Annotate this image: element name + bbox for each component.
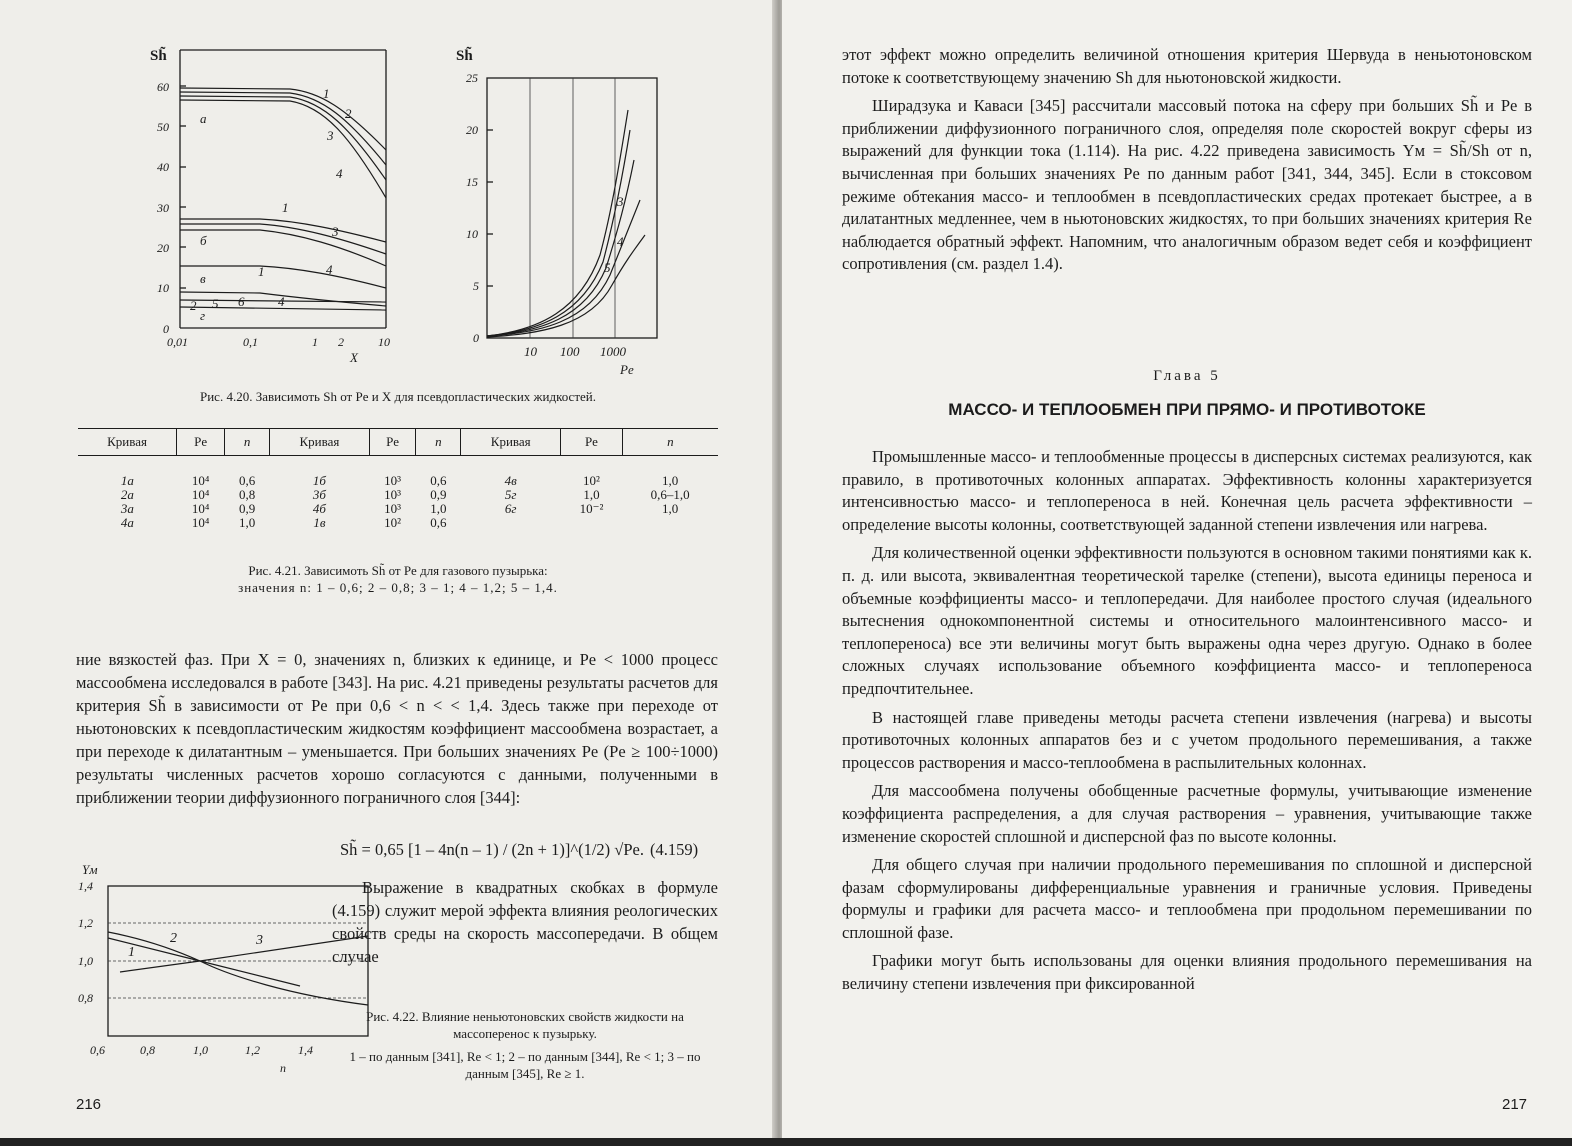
paragraph: В настоящей главе приведены методы расчета степени извлечения (нагрева) и высоты противоточных колонных аппаратов без и с учетом продольного перемешивания, а также процессов растворения и массо-теплообмена в распылительных колоннах. — [842, 707, 1532, 772]
paragraph: этот эффект можно определить величиной отношения критерия Шервуда в неньютоновском потоке к соответствующему значению Sh для ньютоновской жидкости. — [842, 45, 1532, 87]
table-row — [78, 456, 718, 474]
curve-label: 5 — [604, 260, 611, 275]
table-cell: 0,6 — [238, 472, 256, 488]
fig-4-22-xlabel: n — [280, 1061, 286, 1075]
table-header-row — [78, 429, 718, 456]
table-cell: 10³ — [384, 472, 402, 488]
table-header: Кривая — [461, 429, 561, 456]
fig-4-20-left-yticks — [156, 80, 186, 336]
table-cell: 4в — [504, 472, 517, 488]
fig-4-20-left-ylabel: Sh̃ — [150, 48, 167, 64]
table-header: n — [622, 429, 718, 456]
ytick: 30 — [157, 201, 169, 215]
ytick: 20 — [466, 123, 478, 137]
table-cell: 4а — [120, 514, 134, 530]
fig-4-20-right-plot — [456, 46, 657, 377]
ytick: 10 — [157, 281, 169, 295]
table-cell: 10⁴ — [191, 514, 210, 530]
table-cell: 1,0 — [662, 500, 679, 516]
table-cell: 1,0 — [238, 514, 256, 530]
fig-4-22-caption-line1: Рис. 4.22. Влияние неньютоновских свойств жидкости на массоперенос к пузырьку. — [366, 1009, 684, 1041]
table-cell: 1,0 — [430, 500, 447, 516]
formula-number: (4.159) — [650, 840, 699, 859]
xtick: 100 — [560, 344, 580, 359]
curve-label: 4 — [336, 166, 343, 181]
table-cell: 0,6 — [430, 472, 447, 488]
xtick: 10 — [378, 335, 390, 349]
ytick: 15 — [466, 175, 478, 189]
table-row — [78, 488, 718, 502]
fig-4-22-curve-labels — [128, 931, 263, 960]
table-cell: 10³ — [384, 500, 402, 516]
table-cell: 6г — [504, 500, 517, 516]
paragraph: Для массообмена получены обобщенные расчетные формулы, учитывающие изменение коэффициента распределения, а для случая растворения – уравнения, учитывающие также изменение скоростей сплошной и дисперсной фаз по высоте колонны. — [842, 781, 1532, 846]
xtick: 0,8 — [140, 1043, 155, 1057]
left-paragraph-1 — [76, 648, 718, 809]
table-header: Pe — [177, 429, 225, 456]
table-cell: 10⁻² — [579, 500, 604, 516]
fig-4-21-caption-line2: значения n: 1 – 0,6; 2 – 0,8; 3 – 1; 4 – 1,2; 5 – 1,4. — [238, 580, 558, 595]
paragraph: ние вязкостей фаз. При X = 0, значениях n, близких к единице, и Pe < 1000 процесс массообмена исследовался в работе [343]. На рис. 4.21 приведены результаты расчетов для критерия Sh̃ в зависимости от Pe при 0,6 < n < < 1,4. Здесь также при переходе от ньютоновских к псевдопластическим жидкостям коэффициент массообмена возрастает, а при переходе к дилатантным – уменьшается. При больших значениях Pe (Pe ≥ 100÷1000) результаты численных расчетов хорошо согласуются с данными, полученными в приближении теории диффузионного пограничного слоя [344]: — [76, 650, 718, 807]
ytick: 20 — [157, 241, 169, 255]
ytick: 0,8 — [78, 991, 93, 1005]
chapter-label: Глава 5 — [1153, 368, 1221, 384]
table-cell: 10³ — [384, 486, 402, 502]
curve-label: в — [200, 271, 206, 286]
ytick: 1,2 — [78, 916, 93, 930]
fig-4-21-caption — [78, 562, 718, 596]
fig-4-22-caption — [332, 1008, 718, 1082]
page-number-right: 217 — [1502, 1096, 1528, 1113]
ytick: 25 — [466, 71, 478, 85]
fig-4-20-left-plot — [150, 46, 390, 365]
xtick: 10 — [524, 344, 537, 359]
table-cell: 1б — [312, 472, 326, 488]
table-cell: 3а — [120, 500, 134, 516]
table-cell: 3б — [312, 486, 326, 502]
curve-label: 2 — [345, 106, 352, 121]
ytick: 10 — [466, 227, 478, 241]
paragraph: Выражение в квадратных скобках в формуле (4.159) служит мерой эффекта влияния реологических свойств среды на скорость массопередачи. В общем случае — [332, 878, 718, 966]
curve-label: 2 — [170, 931, 177, 946]
curve-label: 3 — [617, 194, 624, 209]
curve-label: 1 — [282, 200, 289, 215]
ytick: 60 — [157, 80, 169, 94]
ytick: 1,0 — [78, 954, 93, 968]
curve-label: 4 — [617, 234, 624, 249]
table-cell: 10⁴ — [191, 486, 210, 502]
curve-label: 4 — [326, 262, 333, 277]
fig-4-20-table — [78, 428, 718, 530]
page-216 — [0, 0, 778, 1140]
table-header: Pe — [369, 429, 415, 456]
table-cell: 4б — [312, 500, 326, 516]
table-cell: 1,0 — [583, 486, 600, 502]
paragraph: Для общего случая при наличии продольного перемешивания по сплошной и дисперсной фазам сформулированы дифференциальные уравнения и граничные условия. Приведены формулы и графики для расчета массо- и теплообмена при продольном перемешивании по сплошной фазе. — [842, 855, 1532, 942]
xtick: 1 — [312, 335, 318, 349]
xtick: 1,0 — [193, 1043, 208, 1057]
curve-label: 4 — [278, 294, 285, 309]
table-cell: 1в — [313, 514, 326, 530]
ytick: 0 — [163, 322, 169, 336]
table-cell: 10² — [583, 472, 600, 488]
right-text-bottom — [842, 446, 1532, 996]
table-header: n — [225, 429, 270, 456]
curve-label: 6 — [238, 294, 245, 309]
formula-4-159: Sh̃ = 0,65 [1 – 4n(n – 1) / (2n + 1)]^(1/2) √Pe. — [340, 840, 644, 859]
table-cell: 0,9 — [238, 500, 256, 516]
curve-label: 1 — [323, 86, 330, 101]
table-cell — [561, 516, 623, 530]
xtick: 1,2 — [245, 1043, 260, 1057]
table-row — [78, 474, 718, 488]
paragraph: Промышленные массо- и теплообменные процессы в дисперсных системах реализуются, как правило, в противоточных колонных аппаратах. Эффективность колонны характеризуется интенсивностью массо- и теплопереноса в ней. Конечная цель расчета эффективности – определение высоты колонны, соответствующей заданной степени извлечения или нагрева. — [842, 447, 1532, 534]
fig-4-20-right-xlabel: Pe — [620, 362, 634, 377]
ytick: 1,4 — [78, 879, 93, 893]
curve-label: 3 — [327, 128, 334, 143]
curve-label: г — [200, 308, 206, 323]
paragraph: Для количественной оценки эффективности пользуются в основном такими понятиями как к. п. д. или высота, эквивалентная теоретической тарелке (степени), высота единицы переноса и объемные коэффициенты массо- и теплопередачи. Для наиболее простого случая (идеального вытеснения однокомпонентной системы и относительного малоинтенсивного массо- и теплопереноса) все эти величины могут быть выражены одна через другую. Однако в более сложных случаях использование объемного коэффициента массо- и теплопереноса предпочтительнее. — [842, 543, 1532, 698]
curve-label: 3 — [332, 224, 339, 239]
table-cell: 2а — [120, 486, 134, 502]
fig-4-22-yticks — [78, 879, 93, 1005]
curve-label: 2 — [190, 298, 197, 313]
right-text-top — [842, 44, 1532, 276]
fig-4-20-right-yticks — [466, 71, 493, 345]
figure-4-20 — [0, 40, 778, 420]
xtick: 0,6 — [90, 1043, 105, 1057]
xtick: 1000 — [600, 344, 626, 359]
left-paragraph-2 — [332, 876, 718, 968]
table-header: Кривая — [270, 429, 370, 456]
fig-4-20-left-curve-labels — [190, 86, 352, 323]
xtick: 0,1 — [243, 335, 258, 349]
xtick: 2 — [338, 335, 344, 349]
xtick: 0,01 — [167, 335, 188, 349]
table-cell: 0,9 — [430, 486, 447, 502]
page-217 — [782, 0, 1572, 1140]
table-header: Pe — [561, 429, 623, 456]
ytick: 0 — [473, 331, 479, 345]
fig-4-22-xticks — [90, 1043, 313, 1075]
fig-4-20-right-xticks — [524, 344, 634, 377]
table-cell: 5г — [504, 486, 517, 502]
ytick: 50 — [157, 120, 169, 134]
table-cell: 1а — [120, 472, 134, 488]
xtick: 1,4 — [298, 1043, 313, 1057]
table-cell: 10⁴ — [191, 500, 210, 516]
curve-label: б — [200, 233, 207, 248]
table-cell: 10⁴ — [191, 472, 210, 488]
fig-4-20-right-curve-labels — [604, 194, 624, 275]
fig-4-22-caption-line2: 1 – по данным [341], Re < 1; 2 – по данным [344], Re < 1; 3 – по данным [345], Re ≥ 1. — [349, 1049, 701, 1081]
chapter-title: МАССО- И ТЕПЛООБМЕН ПРИ ПРЯМО- И ПРОТИВОТОКЕ — [948, 400, 1426, 419]
table-cell: 10² — [384, 514, 402, 530]
paragraph: Графики могут быть использованы для оценки влияния продольного перемешивания на величину степени извлечения при фиксированной — [842, 951, 1532, 994]
table-header: n — [416, 429, 461, 456]
table-header: Кривая — [78, 429, 177, 456]
paragraph: Ширадзука и Каваси [345] рассчитали массовый потока на сферу при больших Sh̃ и Pe в приближении диффузионного пограничного слоя, определяя поле скоростей вокруг сферы из выражений для функции тока (1.114). На рис. 4.22 приведена зависимость Yм = Sh̃/Sh от n, вычисленная при больших значениях Pe по данным работ [341, 344, 345]. Если в стоксовом режиме обтекания массо- и теплообмен в псевдопластических средах протекает быстрее, а в дилатантных медленнее, чем в ньютоновских жидкостях, то при больших значениях критерия Re наблюдается обратный эффект. Напомним, что аналогичным образом ведет себя и коэффициент сопротивления (см. раздел 1.4). — [842, 96, 1532, 274]
curve-label: 1 — [258, 264, 265, 279]
curve-label: а — [200, 111, 207, 126]
table-row — [78, 516, 718, 530]
fig-4-21-caption-line1: Рис. 4.21. Зависимоть Sh̃ от Pe для газового пузырька: — [248, 563, 548, 578]
fig-4-20-left-xlabel: X — [350, 350, 358, 365]
fig-4-22-ylabel: Yм — [82, 862, 98, 877]
page-number-left: 216 — [76, 1096, 102, 1113]
ytick: 40 — [157, 160, 169, 174]
table-row — [78, 502, 718, 516]
page-edge — [0, 1138, 1572, 1146]
table-cell — [461, 516, 561, 530]
table-cell: 0,8 — [238, 486, 256, 502]
curve-label: 5 — [212, 296, 219, 311]
curve-label: 1 — [128, 945, 135, 960]
ytick: 5 — [473, 279, 479, 293]
curve-label: 3 — [256, 933, 263, 948]
table-cell: 0,6–1,0 — [650, 486, 690, 502]
fig-4-20-left-xticks — [167, 335, 390, 365]
table-cell: 1,0 — [662, 472, 679, 488]
fig-4-20-right-ylabel: Sh̃ — [456, 48, 473, 64]
table-cell — [622, 516, 718, 530]
table-cell: 0,6 — [430, 514, 447, 530]
fig-4-20-caption: Рис. 4.20. Зависимоть Sh от Pe и X для псевдопластических жидкостей. — [200, 389, 596, 404]
